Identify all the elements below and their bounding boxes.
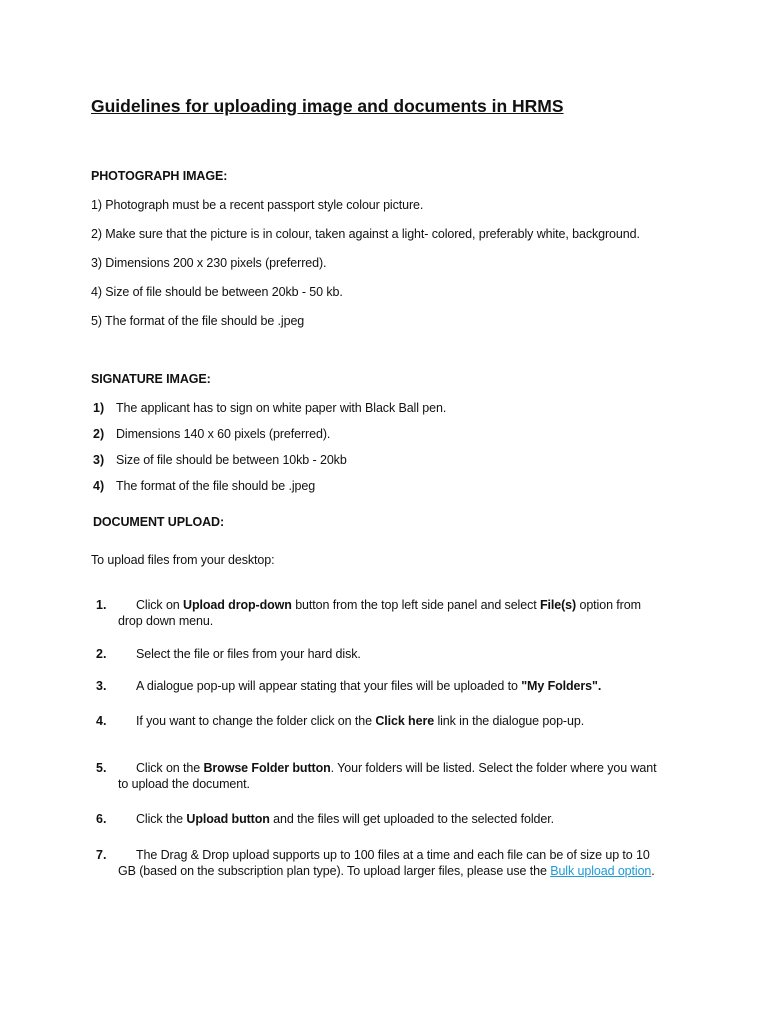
- signature-item: The format of the file should be .jpeg: [116, 479, 316, 493]
- step-text: The Drag & Drop upload supports up to 100 files at a time and each file can be of size up to 10: [136, 848, 650, 862]
- step-text: A dialogue pop-up will appear stating that your files will be uploaded to "My Folders".: [136, 679, 602, 693]
- signature-item-number: 2): [93, 427, 105, 441]
- step-number: 6.: [96, 812, 107, 826]
- signature-item-number: 4): [93, 479, 105, 493]
- step-text: Click on the Browse Folder button. Your folders will be listed. Select the folder where you want: [136, 761, 657, 775]
- step-text: Click on Upload drop-down button from the top left side panel and select File(s) option from: [136, 598, 641, 612]
- step-number: 2.: [96, 647, 107, 661]
- photo-item: 1) Photograph must be a recent passport style colour picture.: [91, 198, 424, 212]
- photo-item: 3) Dimensions 200 x 230 pixels (preferred).: [91, 256, 327, 270]
- step-number: 5.: [96, 761, 107, 775]
- step-text: Select the file or files from your hard disk.: [136, 647, 361, 661]
- photo-item: 2) Make sure that the picture is in colour, taken against a light- colored, preferably white, background.: [91, 227, 640, 241]
- photo-item: 5) The format of the file should be .jpeg: [91, 314, 305, 328]
- signature-item-number: 1): [93, 401, 105, 415]
- step-number: 3.: [96, 679, 107, 693]
- document-heading: DOCUMENT UPLOAD:: [93, 515, 225, 529]
- document-intro: To upload files from your desktop:: [91, 553, 275, 567]
- photo-heading: PHOTOGRAPH IMAGE:: [91, 169, 228, 183]
- step-text: Click the Upload button and the files will get uploaded to the selected folder.: [136, 812, 554, 826]
- step-number: 7.: [96, 848, 107, 862]
- step-text-continued: to upload the document.: [118, 777, 250, 791]
- bulk-upload-link[interactable]: Bulk upload option: [550, 864, 652, 878]
- signature-heading: SIGNATURE IMAGE:: [91, 372, 211, 386]
- page-title: Guidelines for uploading image and documents in HRMS: [91, 96, 564, 116]
- step-number: 4.: [96, 714, 107, 728]
- step-text-continued: drop down menu.: [118, 614, 214, 628]
- step-number: 1.: [96, 598, 107, 612]
- signature-item: Dimensions 140 x 60 pixels (preferred).: [116, 427, 331, 441]
- signature-item: Size of file should be between 10kb - 20kb: [116, 453, 347, 467]
- step-text: If you want to change the folder click on the Click here link in the dialogue pop-up.: [136, 714, 585, 728]
- step-text-continued: GB (based on the subscription plan type). To upload larger files, please use the Bulk upload option.: [118, 864, 655, 878]
- signature-item: The applicant has to sign on white paper with Black Ball pen.: [116, 401, 447, 415]
- photo-item: 4) Size of file should be between 20kb - 50 kb.: [91, 285, 343, 299]
- signature-item-number: 3): [93, 453, 105, 467]
